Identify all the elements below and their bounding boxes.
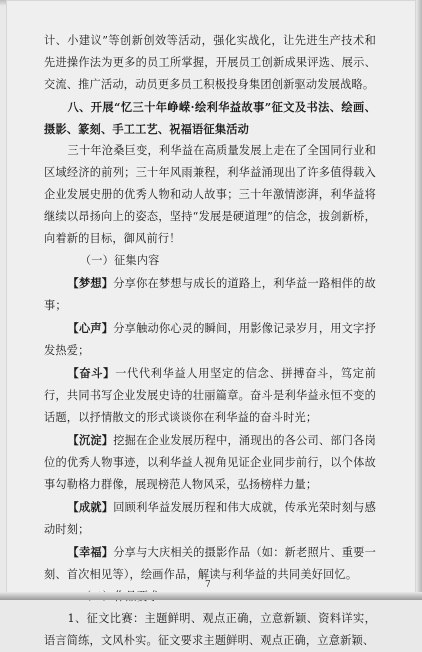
item-dream xyxy=(44,272,376,317)
item-voice xyxy=(44,317,376,362)
document-body xyxy=(44,30,376,652)
item-text: 分享你在梦想与成长的道路上，利华益一路相伴的故事； xyxy=(44,277,376,312)
requirements-paragraph: 1、征文比赛：主题鲜明、观点正确，立意新颖、资料详实，语言简练，文风朴实。征文要求主题鲜明、观点正确，立意新颖、 xyxy=(44,612,376,647)
item-text: 分享触动你心灵的瞬间，用影像记录岁月，用文字抒发热爱； xyxy=(44,322,376,357)
section-heading: 八、开展“忆三十年峥嵘·绘利华益故事”征文及书法、绘画、摄影、篆刻、手工工艺、祝福语征集活动 xyxy=(44,100,376,136)
scan-edge-right xyxy=(416,0,422,600)
sub-heading-collection-content: （一）征集内容 xyxy=(79,254,160,267)
item-struggle xyxy=(44,362,376,429)
page-number: 7 xyxy=(205,580,211,590)
intro-paragraph: 计、小建议”等创新创效等活动，强化实战化，让先进生产技术和先进操作法为更多的员工所掌握，开展员工创新成果评选、展示、交流、推广活动，动员更多员工积极投身集团创新驱动发展战略。 xyxy=(44,34,376,91)
item-label: 【奋斗】 xyxy=(67,366,116,380)
item-label: 【沉淀】 xyxy=(67,433,114,447)
item-label: 【心声】 xyxy=(67,321,114,335)
item-achievement xyxy=(44,496,376,541)
item-text: 分享与大庆相关的摄影作品（如：新老照片、重要一刻、首次相见等），绘画作品，解读与利华益的共同美好回忆。 xyxy=(44,546,376,581)
item-label: 【幸福】 xyxy=(67,545,114,559)
background-paragraph: 三十年沧桑巨变，利华益在高质量发展上走在了全国同行业和区域经济的前列；三十年风雨兼程，利华益涌现出了许多值得载入企业发展史册的优秀人物和动人故事；三十年激情澎湃，利华益将继续以昂扬向上的姿态，坚持“发展是硬道理”的信念，拔剑新桥，向着新的目标，御风前行！ xyxy=(44,144,376,245)
item-label: 【梦想】 xyxy=(67,276,114,290)
item-text: 一代代利华益人用坚定的信念、拼搏奋斗，笃定前行，共同书写企业发展史诗的壮丽篇章。奋斗是利华益永恒不变的话题，以抒情散文的形式谈谈你在利华益的奋斗时光； xyxy=(44,367,376,424)
item-text: 回顾利华益发展历程和伟大成就，传承光荣时刻与感动时刻； xyxy=(44,501,376,536)
item-text: 挖掘在企业发展历程中，涌现出的各公司、部门各岗位的优秀人物事迹，以利华益人视角见证企业同步前行，以个体故事勾勒格力群像，展现榜范人物风采，弘扬榜样力量； xyxy=(44,434,376,491)
item-precipitation xyxy=(44,429,376,496)
scan-edge-bottom xyxy=(0,592,422,600)
item-label: 【成就】 xyxy=(67,500,114,514)
